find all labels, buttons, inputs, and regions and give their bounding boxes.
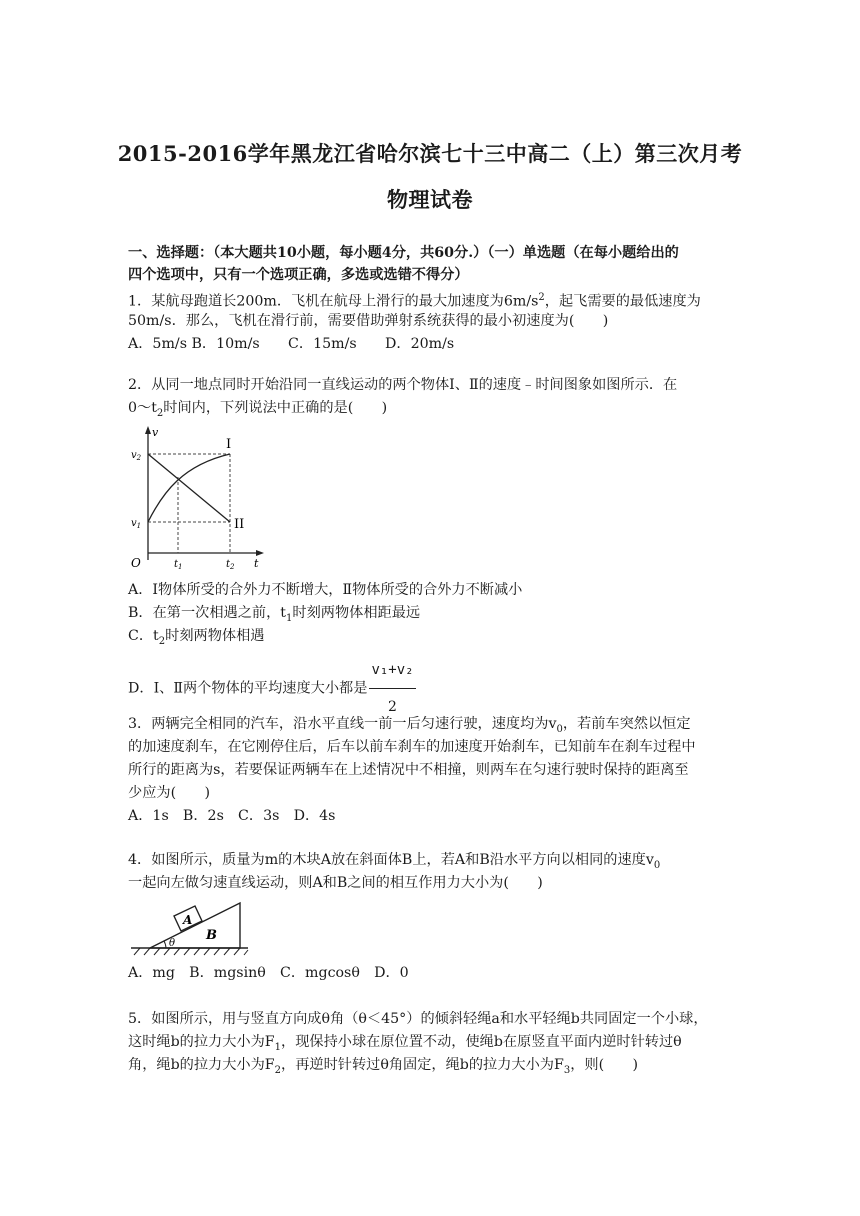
q5-line3: 角，绳b的拉力大小为$F_2$，再逆时针转过θ角固定，绳b的拉力大小为$F_3$，则( ) <box>128 1057 639 1076</box>
q4-options: A．mg B．mgsinθ C．mgcosθ D．0 <box>128 965 409 981</box>
t1-label: $t_1$ <box>174 559 183 571</box>
q2-line2: $0\sim t_2$时间内，下列说法中正确的是( ) <box>128 400 388 419</box>
q2-line1: 2．从同一地点同时开始沿同一直线运动的两个物体Ⅰ、Ⅱ的速度﹣时间图象如图所示．在 <box>128 377 678 393</box>
section-heading-line1: 一、选择题：（本大题共10小题，每小题4分，共60分.）（一）单选题（在每小题给出的 <box>128 245 679 261</box>
average-velocity-fraction: $\frac{\text{v₁+v₂}}{2}$ <box>369 652 415 725</box>
section-heading-line2: 四个选项中，只有一个选项正确，多选或选错不得分） <box>128 267 469 283</box>
t-axis-label: t <box>254 557 259 570</box>
q1-line2: 50m/s．那么，飞机在滑行前，需要借助弹射系统获得的最小初速度为( ) <box>128 313 609 329</box>
curve-I-label: I <box>226 437 232 452</box>
q5-line2: 这时绳b的拉力大小为$F_1$，现保持小球在原位置不动，使绳b在原竖直平面内逆时针转过θ <box>128 1034 682 1053</box>
v2-label: $v_2$ <box>131 450 142 462</box>
line-II <box>148 454 230 522</box>
q2-option-d: D．Ⅰ、Ⅱ两个物体的平均速度大小都是 $\frac{\text{v₁+v₂}}{2}$ <box>128 652 738 725</box>
line-II-label: II <box>234 517 245 532</box>
exam-subtitle: 物理试卷 <box>387 187 473 212</box>
q3-options: A．1s B．2s C．3s D．4s <box>128 808 336 824</box>
v1-label: $v_1$ <box>131 518 142 530</box>
origin-label: O <box>131 556 141 570</box>
v-axis-label: v <box>152 426 159 439</box>
t2-label: $t_2$ <box>226 559 235 571</box>
ground-hatching <box>134 948 248 955</box>
q2-option-b: B．在第一次相遇之前，$t_1$时刻两物体相距最远 <box>128 605 421 624</box>
q3-line2: 的加速度刹车，在它刚停住后，后车以前车刹车的加速度开始刹车，已知前车在刹车过程中 <box>128 739 696 755</box>
t-axis-arrow-icon <box>256 550 264 556</box>
q4-line2: 一起向左做匀速直线运动，则A和B之间的相互作用力大小为( ) <box>128 875 543 891</box>
angle-arc <box>164 941 166 948</box>
q1-line1: 1．某航母跑道长200m．飞机在航母上滑行的最大加速度为$6m/s^2$，起飞需要的最低速度为 <box>128 292 701 310</box>
exam-title: 2015-2016学年黑龙江省哈尔滨七十三中高二（上）第三次月考 <box>117 141 743 166</box>
q2-option-a: A．Ⅰ物体所受的合外力不断增大，Ⅱ物体所受的合外力不断减小 <box>128 582 523 598</box>
q4-line1: 4．如图所示，质量为m的木块A放在斜面体B上，若A和B沿水平方向以相同的速度$v_0$ <box>128 852 661 871</box>
theta-label: θ <box>169 938 176 949</box>
q5-line1: 5．如图所示，用与竖直方向成θ角（θ＜45°）的倾斜轻绳a和水平轻绳b共同固定一个小球， <box>128 1011 708 1027</box>
q2-option-c: C．$t_2$时刻两物体相遇 <box>128 628 265 647</box>
vt-graph <box>128 422 268 572</box>
q1-options: A．5m/s B．10m/s C．15m/s D．20m/s <box>128 336 455 352</box>
q3-line1: 3．两辆完全相同的汽车，沿水平直线一前一后匀速行驶，速度均为$v_0$，若前车突然以恒定 <box>128 716 691 735</box>
incline-figure <box>128 893 253 959</box>
block-A-label: A <box>183 913 193 927</box>
block-B-label: B <box>206 928 217 943</box>
q3-line4: 少应为( ) <box>128 785 211 801</box>
v-axis-arrow-icon <box>145 426 151 434</box>
q3-line3: 所行的距离为s，若要保证两辆车在上述情况中不相撞，则两车在匀速行驶时保持的距离至 <box>128 762 689 778</box>
